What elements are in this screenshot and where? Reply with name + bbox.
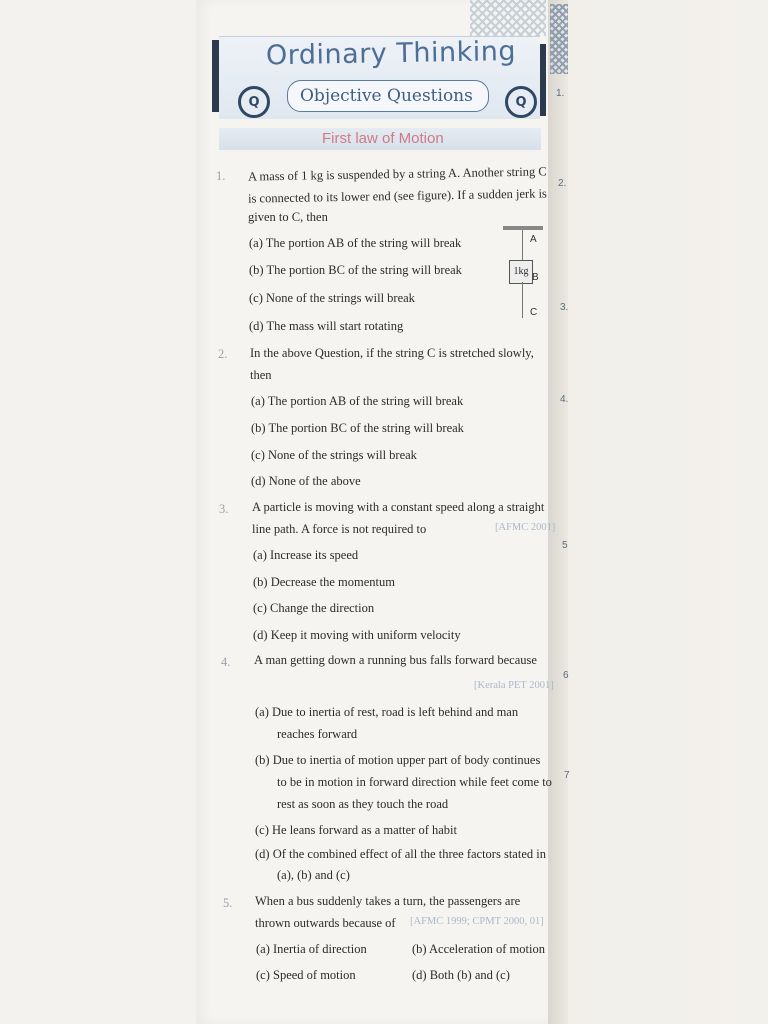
figure-ceiling (503, 226, 543, 230)
figure-label-a: A (530, 234, 537, 245)
option-item: (a) The portion AB of the string will break (249, 236, 462, 250)
option-item: (b) Due to inertia of motion upper part of body continues (255, 753, 541, 767)
margin-number: 3. (560, 302, 569, 313)
option-item: (c) He leans forward as a matter of habit (255, 823, 457, 837)
section-title: First law of Motion (322, 130, 444, 147)
section-subtitle: Objective Questions (300, 86, 473, 106)
figure-label-c: C (530, 307, 538, 318)
q-badge-icon: Q (238, 86, 270, 118)
option-item: reaches forward (277, 727, 358, 741)
figure-mass-block: 1kg (509, 260, 533, 284)
page-gutter (548, 0, 568, 1024)
option-item: (b) Decrease the momentum (253, 575, 395, 589)
question-text: line path. A force is not required to (252, 522, 427, 536)
question-text: is connected to its lower end (see figure). If a sudden jerk is (247, 186, 547, 206)
question-number: 5. (223, 896, 233, 910)
question-number: 4. (221, 655, 231, 669)
option-item: (c) None of the strings will break (251, 448, 417, 462)
header-bar-left (212, 40, 219, 112)
question-text: A mass of 1 kg is suspended by a string A. Another string C (247, 164, 547, 184)
option-item: (d) Of the combined effect of all the three factors stated in (255, 847, 546, 861)
question-text: A man getting down a running bus falls forward because (254, 653, 537, 667)
figure-string-a (522, 230, 523, 260)
question-text: A particle is moving with a constant speed along a straight (252, 500, 545, 514)
option-item: (b) The portion BC of the string will break (249, 263, 462, 277)
option-item: (b) The portion BC of the string will break (251, 421, 464, 435)
decorative-hatch-right (550, 4, 568, 74)
question-number: 2. (218, 347, 228, 361)
option-item: (d) None of the above (251, 474, 361, 488)
figure-label-b: B (532, 272, 539, 283)
question-number: 3. (219, 502, 229, 516)
margin-number: 2. (558, 178, 567, 189)
option-item: (c) None of the strings will break (249, 291, 415, 305)
question-text: thrown outwards because of (255, 916, 396, 930)
next-page (546, 0, 768, 1024)
q-badge-icon-right: Q (505, 86, 537, 118)
question-text: When a bus suddenly takes a turn, the passengers are (255, 894, 521, 908)
exam-tag: [AFMC 1999; CPMT 2000, 01] (410, 916, 544, 927)
option-item: to be in motion in forward direction while feet come to (277, 775, 552, 789)
header-bar-right (540, 44, 546, 116)
option-item: (a), (b) and (c) (277, 868, 350, 882)
figure-string-c (522, 282, 523, 318)
margin-number: 5 (562, 540, 568, 551)
question-text: In the above Question, if the string C is stretched slowly, (250, 346, 534, 360)
question-text: then (250, 368, 272, 382)
option-item: (a) The portion AB of the string will break (251, 394, 464, 408)
option-item: (a) Inertia of direction (256, 942, 367, 956)
question-number: 1. (216, 169, 226, 183)
option-item: (c) Speed of motion (256, 968, 356, 982)
margin-number: 7 (564, 770, 570, 781)
page-title: Ordinary Thinking (265, 35, 517, 72)
option-item: (a) Increase its speed (253, 548, 359, 562)
exam-tag: [Kerala PET 2001] (474, 680, 554, 691)
option-item: (d) Keep it moving with uniform velocity (253, 628, 461, 642)
margin-number: 4. (560, 394, 569, 405)
option-item: rest as soon as they touch the road (277, 797, 449, 811)
option-item: (a) Due to inertia of rest, road is left behind and man (255, 705, 519, 719)
margin-number: 6 (563, 670, 569, 681)
decorative-hatch (470, 0, 546, 36)
option-item: (b) Acceleration of motion (412, 942, 545, 956)
exam-tag: [AFMC 2001] (495, 522, 556, 533)
option-item: (c) Change the direction (253, 601, 375, 615)
margin-number: 1. (556, 88, 565, 99)
option-item: (d) Both (b) and (c) (412, 968, 510, 982)
option-item: (d) The mass will start rotating (249, 319, 404, 333)
question-text: given to C, then (248, 210, 328, 224)
